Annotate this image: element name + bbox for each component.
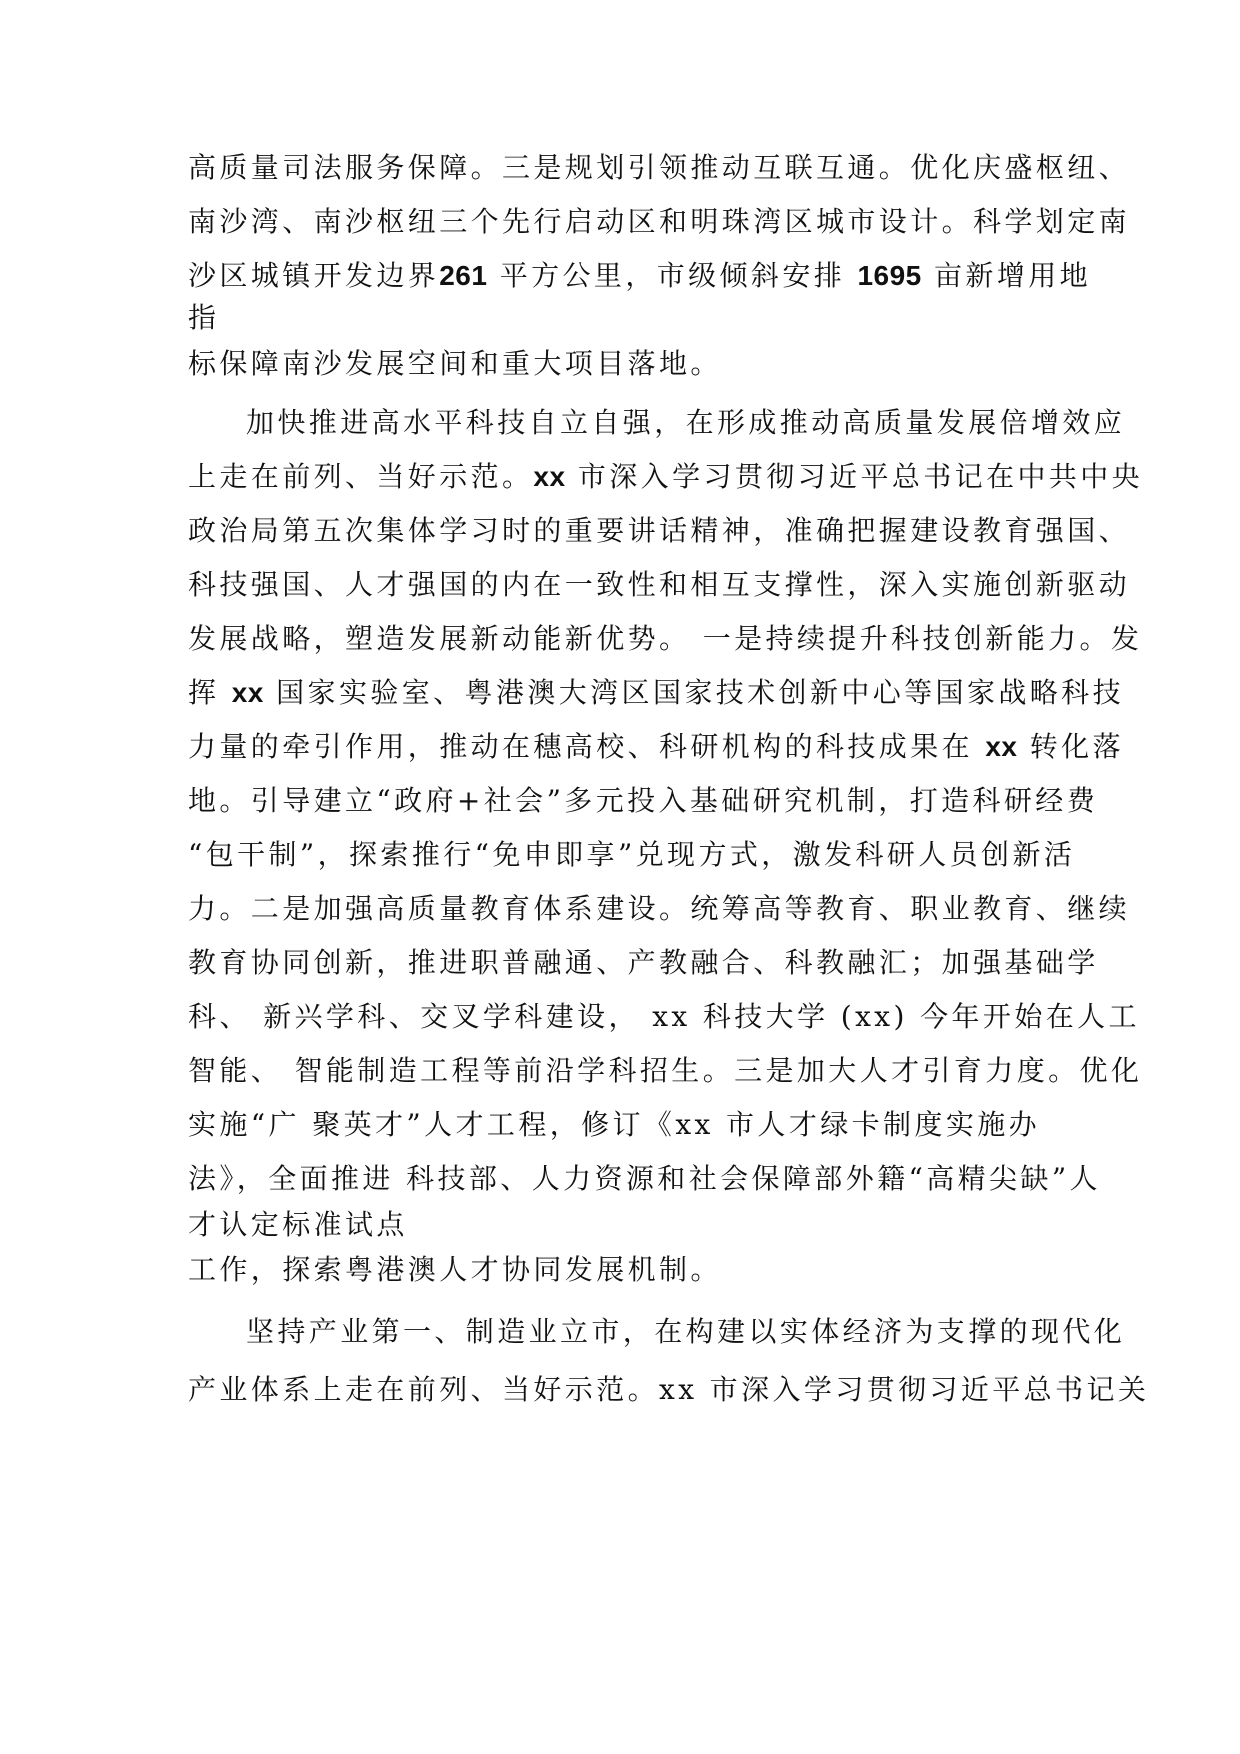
- text-line: 地。引导建立“政府+社会”多元投入基础研究机制，打造科研经费: [188, 784, 1099, 817]
- text-line: 南沙湾、南沙枢纽三个先行启动区和明珠湾区城市设计。科学划定南: [188, 205, 1131, 238]
- text-line: 才认定标准试点: [188, 1208, 408, 1241]
- text-line: [188, 256, 1092, 296]
- abbrev-bold: xx: [231, 677, 264, 708]
- text-line: 标保障南沙发展空间和重大项目落地。: [188, 347, 722, 380]
- text-span: 挥: [188, 676, 232, 709]
- text-line: 坚持产业第一、制造业立市，在构建以实体经济为支撑的现代化: [246, 1315, 1126, 1348]
- text-line: 实施“广 聚英才”人才工程，修订《xx 市人才绿卡制度实施办: [188, 1108, 1041, 1141]
- text-span: 亩新增用地: [921, 259, 1092, 292]
- text-line: 教育协同创新，推进职普融通、产教融合、科教融汇；加强基础学: [188, 946, 1099, 979]
- text-span: 转化落: [1017, 730, 1124, 763]
- text-span: 沙区城镇开发边界: [188, 259, 440, 292]
- text-line: 高质量司法服务保障。三是规划引领推动互联互通。优化庆盛枢纽、: [188, 151, 1131, 184]
- text-line: 科技强国、人才强国的内在一致性和相互支撑性，深入实施创新驱动: [188, 568, 1131, 601]
- text-line: 智能、 智能制造工程等前沿学科招生。三是加大人才引育力度。优化: [188, 1054, 1143, 1087]
- text-line: 指: [188, 301, 220, 334]
- abbrev-bold: xx: [985, 731, 1018, 762]
- text-span: 平方公里，市级倾斜安排: [487, 259, 858, 292]
- text-span: 力量的牵引作用，推动在穗高校、科研机构的科技成果在: [188, 730, 986, 763]
- text-line: 政治局第五次集体学习时的重要讲话精神，准确把握建设教育强国、: [188, 514, 1131, 547]
- text-line: 力。二是加强高质量教育体系建设。统筹高等教育、职业教育、继续: [188, 892, 1131, 925]
- text-line: 工作，探索粤港澳人才协同发展机制。: [188, 1253, 722, 1286]
- text-line: 加快推进高水平科技自立自强，在形成推动高质量发展倍增效应: [246, 406, 1126, 439]
- text-span: 国家实验室、粤港澳大湾区国家技术创新中心等国家战略科技: [263, 676, 1124, 709]
- text-line: [188, 727, 1124, 767]
- number-bold: 1695: [857, 260, 922, 291]
- text-line: “包干制”，探索推行“免申即享”兑现方式，激发科研人员创新活: [188, 838, 1076, 871]
- abbrev-bold: xx: [533, 461, 566, 492]
- text-span: 市深入学习贯彻习近平总书记在中共中央: [565, 460, 1144, 493]
- text-line: [188, 673, 1124, 713]
- text-line: 发展战略，塑造发展新动能新优势。 一是持续提升科技创新能力。发: [188, 622, 1143, 655]
- number-bold: 261: [439, 260, 488, 291]
- text-span: 上走在前列、当好示范。: [188, 460, 534, 493]
- text-line: 法》，全面推进 科技部、人力资源和社会保障部外籍“高精尖缺”人: [188, 1162, 1101, 1195]
- text-line: 产业体系上走在前列、当好示范。xx 市深入学习贯彻习近平总书记关: [188, 1373, 1150, 1406]
- text-line: 科、 新兴学科、交叉学科建设， xx 科技大学 (xx) 今年开始在人工: [188, 1000, 1140, 1033]
- text-line: [188, 457, 1144, 497]
